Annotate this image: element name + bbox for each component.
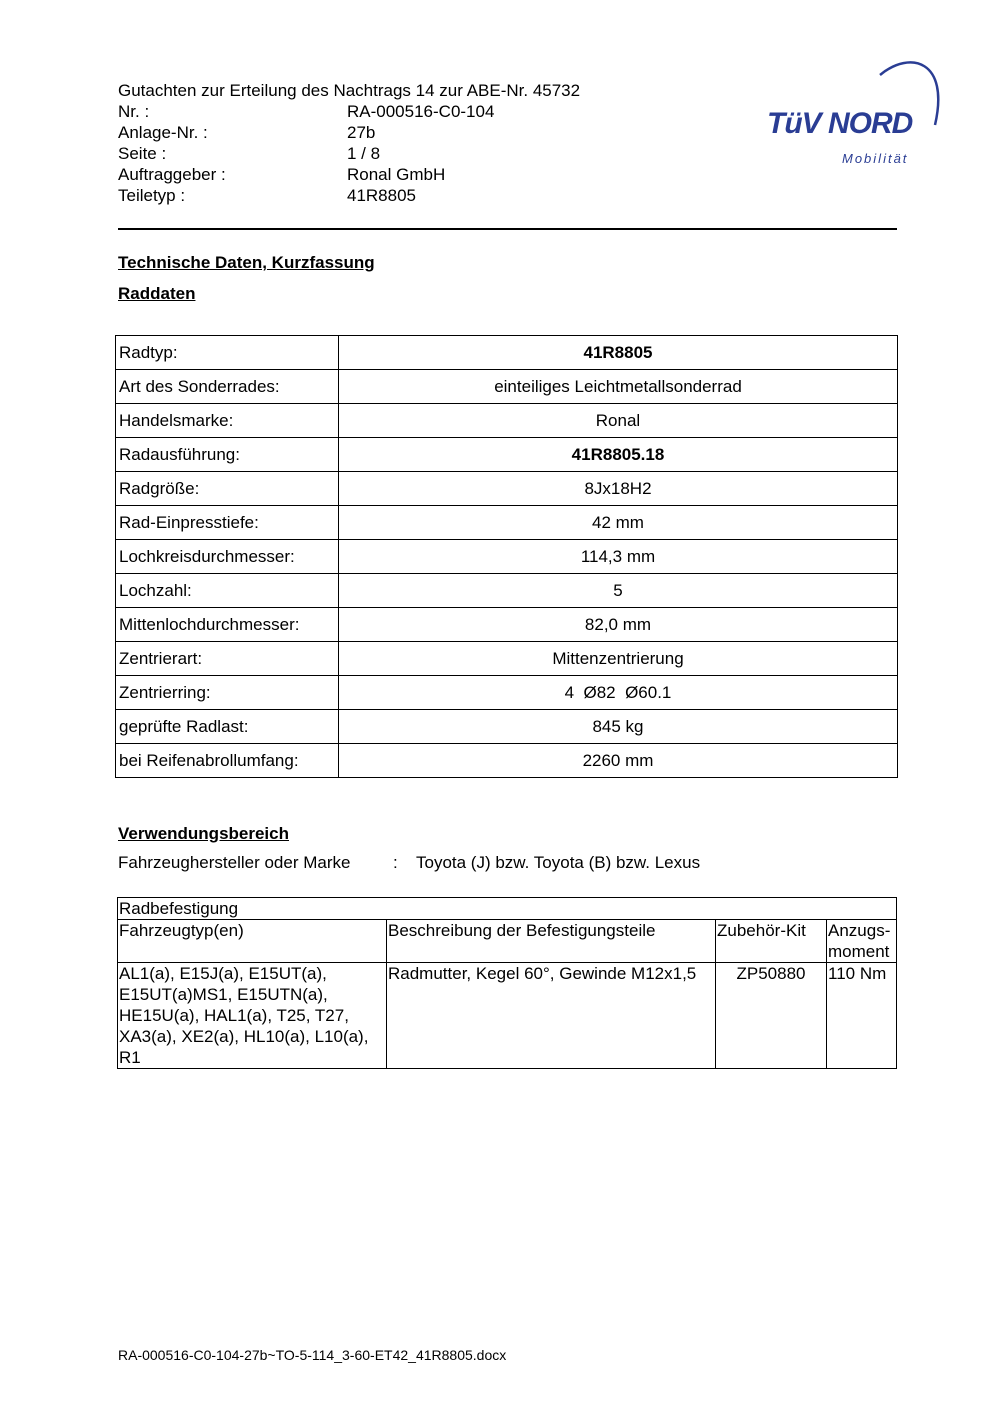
subsection-heading: Raddaten [118,284,196,303]
header-value: 41R8805 [347,186,417,205]
row-label: Radgröße: [116,472,339,506]
row-label: Art des Sonderrades: [116,370,339,404]
header-divider [118,228,897,230]
usage-label: Fahrzeughersteller oder Marke [118,853,351,872]
row-label: geprüfte Radlast: [116,710,339,744]
column-header: Beschreibung der Befestigungsteile [387,920,716,963]
header-label: Anlage-Nr. : [118,123,208,142]
table-row [116,336,898,370]
table-row [116,370,898,404]
column-header: Fahrzeugtyp(en) [118,920,387,963]
row-value: 114,3 mm [339,540,898,574]
table-row [116,676,898,710]
row-label: Zentrierring: [116,676,339,710]
header-label: Auftraggeber : [118,165,226,184]
header-value: RA-000516-C0-104 [347,102,495,121]
row-label: bei Reifenabrollumfang: [116,744,339,778]
row-value: 5 [339,574,898,608]
table-row [116,506,898,540]
row-label: Radtyp: [116,336,339,370]
footer-filename: RA-000516-C0-104-27b~TO-5-114_3-60-ET42_41R8805.docx [118,1347,507,1363]
row-label: Handelsmarke: [116,404,339,438]
document-title: Gutachten zur Erteilung des Nachtrags 14 zur ABE-Nr. 45732 [118,81,581,100]
usage-line [118,853,700,873]
row-label: Zentrierart: [116,642,339,676]
tuev-nord-logo: TüV NORD [767,107,913,140]
vehicle-types: AL1(a), E15J(a), E15UT(a), E15UT(a)MS1, E15UTN(a), HE15U(a), HAL1(a), T25, T27, XA3(a), XE2(a), HL10(a), L10(a), R1 [118,963,387,1069]
fastener-description: Radmutter, Kegel 60°, Gewinde M12x1,5 [387,963,716,1069]
row-label: Radausführung: [116,438,339,472]
row-value: 8Jx18H2 [339,472,898,506]
row-value: 845 kg [339,710,898,744]
table-row [116,642,898,676]
column-header: Anzugs- moment [827,920,897,963]
table-row [116,710,898,744]
row-value: Ronal [339,404,898,438]
row-value: 4 Ø82 Ø60.1 [339,676,898,710]
header-label: Nr. : [118,102,150,121]
row-value: 42 mm [339,506,898,540]
section-heading: Technische Daten, Kurzfassung [118,253,375,272]
row-label: Lochkreisdurchmesser: [116,540,339,574]
raddaten-table [115,335,898,778]
usage-value: Toyota (J) bzw. Toyota (B) bzw. Lexus [416,853,701,872]
table-row [116,608,898,642]
tightening-torque: 110 Nm [827,963,897,1069]
row-value: Mittenzentrierung [339,642,898,676]
table-title: Radbefestigung [118,898,897,920]
row-value: 82,0 mm [339,608,898,642]
radbefestigung-table [117,897,897,1069]
header-value: 27b [347,123,376,142]
table-row [116,574,898,608]
usage-separator: : [393,853,398,872]
table-row [116,438,898,472]
logo-subtitle: Mobilität [842,151,909,166]
table-title-row [118,898,897,920]
row-label: Rad-Einpresstiefe: [116,506,339,540]
row-label: Lochzahl: [116,574,339,608]
column-header: Zubehör-Kit [716,920,827,963]
row-value: 2260 mm [339,744,898,778]
table-row [118,963,897,1069]
row-value: 41R8805 [339,336,898,370]
table-row [116,404,898,438]
row-label: Mittenlochdurchmesser: [116,608,339,642]
header-value: 1 / 8 [347,144,381,163]
accessory-kit: ZP50880 [716,963,827,1069]
table-row [116,540,898,574]
table-row [116,472,898,506]
header-label: Teiletyp : [118,186,186,205]
table-header-row [118,920,897,963]
row-value: einteiliges Leichtmetallsonderrad [339,370,898,404]
header-value: Ronal GmbH [347,165,446,184]
table-row [116,744,898,778]
usage-heading: Verwendungsbereich [118,824,289,843]
header-label: Seite : [118,144,167,163]
row-value: 41R8805.18 [339,438,898,472]
